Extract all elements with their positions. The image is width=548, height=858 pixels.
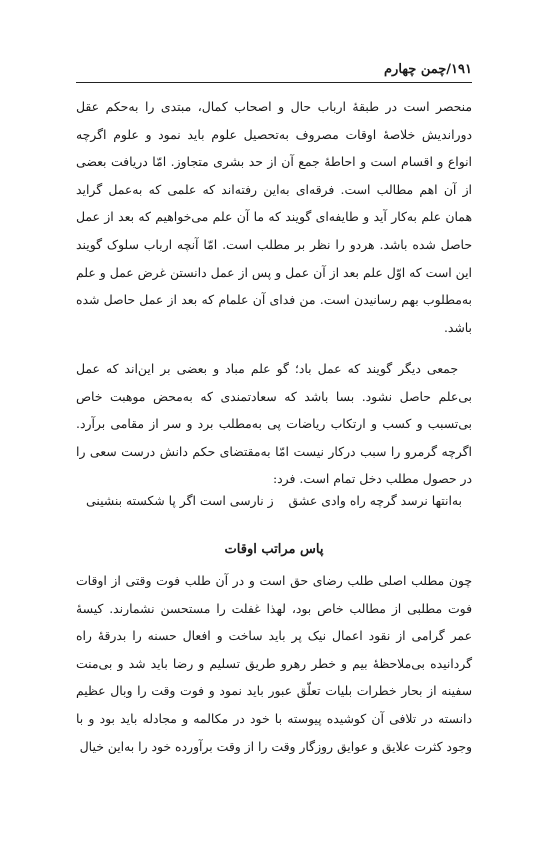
text-block-2 bbox=[76, 355, 472, 493]
verse-line bbox=[86, 487, 462, 515]
paragraph-2: جمعی دیگر گویند که عمل باد؛ گو علم مباد و بعضی بر این‌اند که عمل بی‌علم حاصل نشود. بسا باشد که سعادتمندی که به‌محض موهبت خاص بی‌تسبب و کسب و ارتکاب ریاضات پی به‌مطلب برد و سر از مقامی برآرد. اگرچه گرمرو را سبب درکار نیست امّا به‌مقتضای حکم دانش درست سعی را در حصول مطلب دخل تمام است. فرد: bbox=[76, 361, 472, 487]
page-header bbox=[76, 58, 472, 83]
section-heading: پاس مراتب اوقات bbox=[224, 542, 324, 557]
text-block-3 bbox=[76, 567, 472, 760]
text-block-1 bbox=[76, 93, 472, 341]
verse-hemistich-second: ز نارسی است اگر پا شکسته بنشینی bbox=[86, 493, 274, 508]
paragraph-3: چون مطلب اصلی طلب رضای حق است و در آن طلب فوت وقتی از اوقات فوت مطلبی از مطالب خاص بود، لهذا غفلت را مستحسن نشمارند. کیسهٔ عمر گرامی از نقود اعمال نیک پر باید ساخت و افعال حسنه را بدرقهٔ راه گردانیده بی‌ملاحظهٔ بیم و خطر رهرو طریق تسلیم و رضا باید شد و بی‌منت سفینه از بحار خطرات بلیات تعلّق عبور باید نمود و فوت وقت را وبال عظیم دانسته در تلافی آن کوشیده پیوسته با خود در مکالمه و مجادله باید بود و با وجود کثرت علایق و عوایق روزگار وقت را از وقت برآورده خود را به‌این خیال bbox=[76, 573, 472, 754]
running-head: ۱۹۱/چمن چهارم bbox=[384, 62, 472, 77]
verse-hemistich-first: به‌انتها نرسد گرچه راه وادی عشق bbox=[288, 493, 462, 508]
paragraph-1: منحصر است در طبقهٔ ارباب حال و اصحاب کمال، مبتدی را به‌حکم عقل دوراندیش خلاصهٔ اوقات مصروف به‌تحصیل علوم باید نمود و علوم اگرچه انواع و اقسام است و احاطهٔ جمع آن از حد بشری متجاوز. امّا دریافت بعضی از آن اهم مطالب است. فرقه‌ای به‌این رفته‌اند که علمی که به‌عمل گراید همان علم به‌کار آید و طایفه‌ای گویند که ما آن علم می‌خواهیم که بعد از عمل حاصل شده باشد. هردو را نظر بر مطلب است. امّا آنچه ارباب سلوک گویند این است که اوّل علم بعد از آن عمل و پس از عمل دانستن غرض عمل و علم به‌مطلوب بهم رسانیدن است. من فدای آن علمام که بعد از عمل حاصل شده باشد. bbox=[76, 99, 472, 335]
